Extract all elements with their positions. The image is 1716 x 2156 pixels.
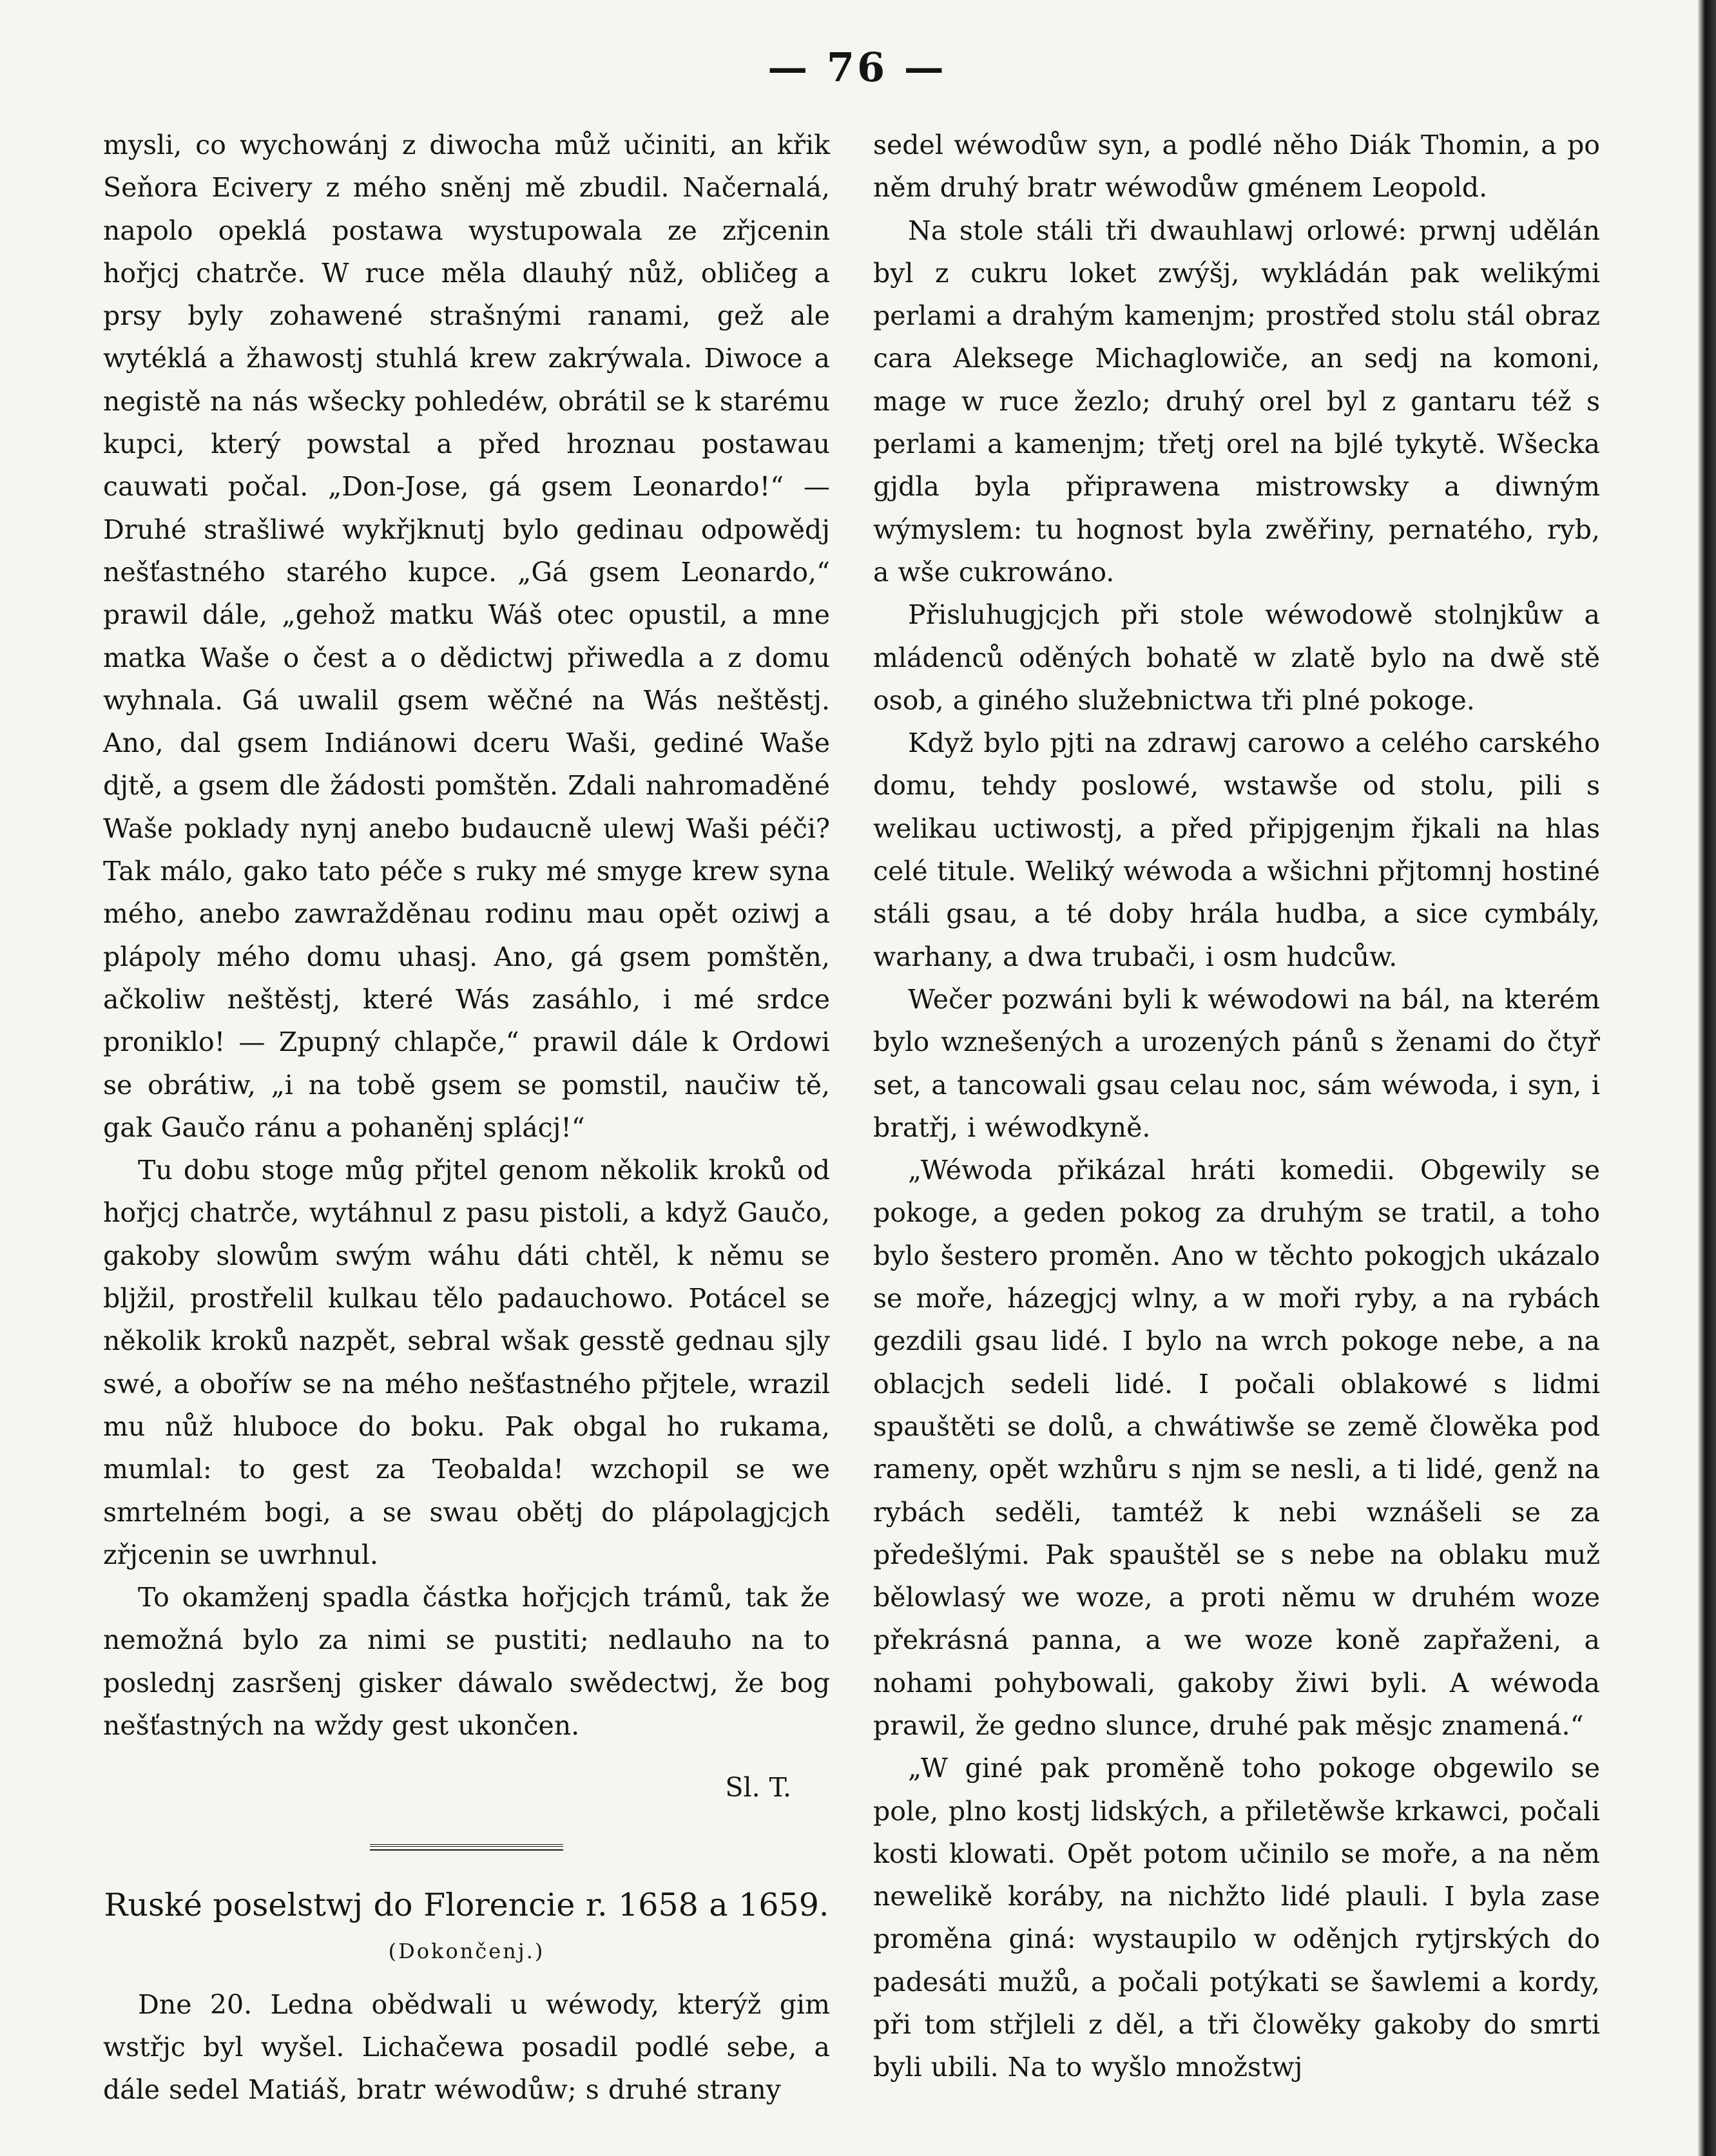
article-title: Ruské poselstwj do Florencie r. 1658 a 1659.	[104, 1886, 829, 1923]
page-number: — 76 —	[767, 44, 947, 91]
paragraph: Tu dobu stoge můg přjtel genom několik kroků od hořjcj chatrče, wytáhnul z pasu pistoli, a když Gaučo, gakoby slowům swým wáhu dáti chtěl, k němu se blјžil, prostřelil kulkau tělo padauchowo. Potácel se několik kroků nazpět, sebral wšak gesstě gednau sjly swé, a oboříw se na mého nešťastného přjtele, wrazil mu nůž hluboce do boku. Pak obgal ho rukama, mumlal: to gest za Teobalda! wzchopil se we smrtelném bogi, a se swau obětj do plápolagjcjch zřjcenin se uwrhnul.	[103, 1155, 830, 1570]
paragraph: mysli, co wychowánj z diwocha můž učiniti, an křik Seňora Ecivery z mého sněnj mě zbudil. Načernalá, napolo opeklá postawa wystupowala ze zřjcenin hořjcj chatrče. W ruce měla dlauhý nůž, obličeg a prsy byly zohawené strašnými ranami, gež ale wytéklá a žhawostj stuhlá krew zakrýwala. Diwoce a negistě na nás wšecky pohledéw, obrátil se k starému kupci, který powstal a před hroznau postawau cauwati počal. „Don-Jose, gá gsem Leonardo!“ — Druhé strašliwé wykřjknutj bylo gedinau odpowědj nešťastného starého kupce. „Gá gsem Leonardo,“ prawil dále, „gehož matku Wáš otec opustil, a mne matka Waše o čest a o dědictwj přiwedla a z domu wyhnala. Gá uwalil gsem wěčné na Wás neštěstj. Ano, dal gsem Indiánowi dceru Waši, gediné Waše djtě, a gsem dle žádosti pomštěn. Zdali nahromaděné Waše poklady nynj anebo budaucně ulewj Waši péči? Tak málo, gako tato péče s ruky mé smyge krew syna mého, anebo zawražděnau rodinu mau opět oziwj a plápoly mého domu uhasj. Ano, gá gsem pomštěn, ačkoliw neštěstj, které Wás zasáhlo, i mé srdce proniklo! — Zpupný chlapče,“ prawil dále k Ordowi se obrátiw, „i na tobě gsem se pomstil, naučiw tě, gak Gaučo ránu a pohaněnj splácj!“	[103, 130, 830, 1143]
author-signature: Sl. T.	[725, 1772, 791, 1804]
paragraph: Na stole stáli tři dwauhlawj orlowé: prwnj udělán byl z cukru loket zwýšj, wykládán pak welikými perlami a drahým kamenjm; prostřed stolu stál obraz cara Aleksege Michaglowiče, an sedj na komoni, mage w ruce žezlo; druhý orel byl z gantaru též s perlami a kamenjm; třetj orel na bjlé tykytě. Wšecka gjdla byla připrawena mistrowsky a diwným wýmyslem: tu hognost byla zwěřiny, pernatého, ryb, a wše cukrowáno.	[873, 215, 1600, 588]
left-column	[103, 124, 830, 2111]
paragraph: To okamženj spadla částka hořjcjch trámů, tak že nemožná bylo za nimi se pustiti; nedlauho na to poslednj zasršenj gisker dáwalo swědectwj, že bog nešťastných na wždy gest ukončen.	[103, 1582, 830, 1741]
right-column	[873, 124, 1600, 2089]
paragraph: sedel wéwodůw syn, a podlé něho Diák Thomin, a po něm druhý bratr wéwodůw gménem Leopold.	[873, 130, 1600, 204]
paragraph: Když bylo pjti na zdrawj carowo a celého carského domu, tehdy poslowé, wstawše od stolu, pili s welikau uctiwostj, a před připjgenjm řjkali na hlas celé titule. Weliký wéwoda a wšichni přjtomnj hostiné stáli gsau, a té doby hrála hudba, a sice cymbály, warhany, a dwa trubači, i osm hudcůw.	[873, 727, 1600, 972]
paragraph: „Wéwoda přikázal hráti komedii. Obgewily se pokoge, a geden pokog za druhým se tratil, a toho bylo šestero proměn. Ano w těchto pokogjch ukázalo se moře, házegjcj wlny, a w moři ryby, a na rybách gezdili gsau lidé. I bylo na wrch pokoge nebe, a na oblacjch sedeli lidé. I počali oblakowé s lidmi spauštěti se dolů, a chwátiwše se země člowěka pod rameny, opět wzhůru s njm se nesli, a ti lidé, genž na rybách seděli, tamtéž k nebi wznášeli se za předešlými. Pak spauštěl se s nebe na oblaku muž bělowlasý we woze, a proti němu w druhém woze překrásná panna, a we woze koně zapřaženi, a nohami pohybowali, gakoby žiwi byli. A wéwoda prawil, že gedno slunce, druhé pak měsjc znamená.“	[873, 1155, 1600, 1741]
page-edge-shadow	[1698, 0, 1716, 2156]
article-subtitle: (Dokončenj.)	[388, 1938, 545, 1963]
paragraph: Přisluhugjcjch při stole wéwodowě stolnjkůw a mládenců oděných bohatě w zlatě bylo na dwě stě osob, a giného služebnictwa tři plné pokoge.	[873, 599, 1600, 716]
section-divider	[370, 1844, 563, 1851]
paragraph: Wečer pozwáni byli k wéwodowi na bál, na kterém bylo wznešených a urozených pánů s ženami do čtyř set, a tancowali gsau celau noc, sám wéwoda, i syn, i bratřj, i wéwodkyně.	[873, 983, 1600, 1143]
paragraph: „W giné pak proměně toho pokoge obgewilo se pole, plno kostj lidských, a přiletěwše krkawci, počali kosti klowati. Opět potom učinilo se moře, a na něm newelikě koráby, na nichžto lidé plauli. I byla zase proměna giná: wystaupilo w oděnjch rytjrských do padesáti mužů, a počali potýkati se šawlemi a kordy, při tom střjleli z děl, a tři člowěky gakoby do smrti byli ubili. Na to wyšlo množstwj	[873, 1753, 1600, 2083]
paragraph: Dne 20. Ledna obědwali u wéwody, kterýž gim wstřjc byl wyšel. Lichačewa posadil podlé sebe, a dále sedel Matiáš, bratr wéwodůw; s druhé strany	[103, 1988, 830, 2106]
